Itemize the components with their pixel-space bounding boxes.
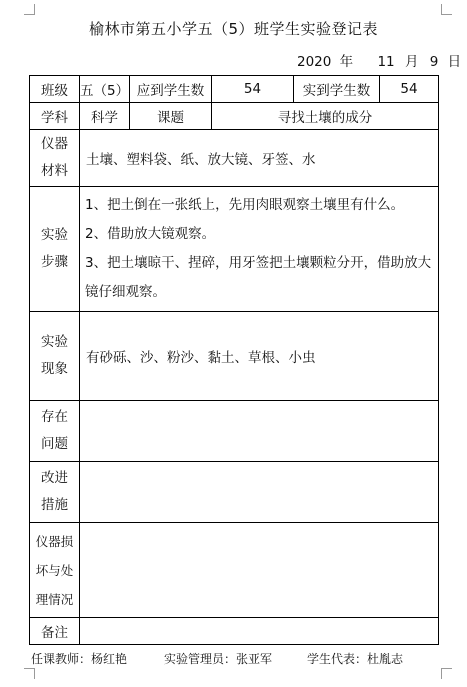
table-row bbox=[30, 76, 439, 103]
table-row bbox=[30, 523, 439, 618]
phenomena-value: 有砂砾、沙、粉沙、黏土、草根、小虫 bbox=[80, 312, 439, 401]
document-title: 榆林市第五小学五（5）班学生实验登记表 bbox=[88, 20, 379, 38]
phenomena-label bbox=[30, 312, 80, 401]
expected-students-value: 54 bbox=[212, 76, 294, 103]
date-month: 11 bbox=[377, 54, 395, 70]
step-item: 2、借助放大镜观察。 bbox=[85, 226, 216, 242]
registration-table bbox=[29, 75, 439, 645]
manager-signature: 实验管理员：张亚军 bbox=[164, 652, 273, 666]
table-row bbox=[30, 312, 439, 401]
steps-label-line: 实验 bbox=[41, 227, 68, 243]
phenomena-label-line: 现象 bbox=[41, 361, 68, 377]
step-item: 3、把土壤晾干、捏碎，用牙签把土壤颗粒分开，借助放大镜仔细观察。 bbox=[85, 255, 432, 300]
improvements-label bbox=[30, 462, 80, 523]
date-year: 2020 bbox=[297, 54, 332, 70]
table-row bbox=[30, 462, 439, 523]
steps-label bbox=[30, 187, 80, 312]
problems-label-line: 问题 bbox=[41, 436, 68, 452]
class-value: 五（5） bbox=[80, 76, 130, 103]
date-day-unit: 日 bbox=[447, 54, 462, 70]
steps-label-line: 步骤 bbox=[41, 254, 68, 270]
date-year-unit: 年 bbox=[339, 54, 354, 70]
actual-students-value: 54 bbox=[380, 76, 439, 103]
topic-value: 寻找土壤的成分 bbox=[212, 103, 439, 130]
instruments-label-line: 仪器 bbox=[41, 136, 68, 152]
step-item: 1、把土倒在一张纸上，先用肉眼观察土壤里有什么。 bbox=[85, 197, 405, 213]
damage-value bbox=[80, 523, 439, 618]
teacher-signature: 任课教师：杨红艳 bbox=[31, 652, 128, 666]
table-row bbox=[30, 187, 439, 312]
page-corner-mark bbox=[24, 668, 35, 679]
damage-label-line: 理情况 bbox=[35, 591, 74, 607]
damage-label-line: 坏与处 bbox=[35, 562, 74, 578]
page-corner-mark bbox=[441, 668, 452, 679]
record-date bbox=[297, 50, 461, 70]
problems-label bbox=[30, 401, 80, 462]
remarks-value bbox=[80, 618, 439, 645]
table-row bbox=[30, 401, 439, 462]
remarks-label: 备注 bbox=[30, 618, 80, 645]
problems-label-line: 存在 bbox=[41, 409, 68, 425]
improvements-label-line: 措施 bbox=[41, 497, 68, 513]
damage-label-line: 仪器损 bbox=[35, 533, 74, 549]
table-row bbox=[30, 618, 439, 645]
table-row bbox=[30, 130, 439, 187]
table-row bbox=[30, 103, 439, 130]
subject-label: 学科 bbox=[30, 103, 80, 130]
actual-students-label: 实到学生数 bbox=[294, 76, 380, 103]
instruments-label bbox=[30, 130, 80, 187]
phenomena-label-line: 实验 bbox=[41, 334, 68, 350]
page-corner-mark bbox=[441, 4, 452, 15]
student-rep-signature: 学生代表：杜胤志 bbox=[307, 652, 404, 666]
expected-students-label: 应到学生数 bbox=[130, 76, 212, 103]
subject-value: 科学 bbox=[80, 103, 130, 130]
problems-value bbox=[80, 401, 439, 462]
date-day: 9 bbox=[429, 54, 439, 70]
instruments-label-line: 材料 bbox=[41, 163, 68, 179]
steps-content bbox=[80, 187, 439, 312]
date-month-unit: 月 bbox=[404, 54, 419, 70]
improvements-value bbox=[80, 462, 439, 523]
class-label: 班级 bbox=[30, 76, 80, 103]
topic-label: 课题 bbox=[130, 103, 212, 130]
damage-label bbox=[30, 523, 80, 618]
instruments-value: 土壤、塑料袋、纸、放大镜、牙签、水 bbox=[80, 130, 439, 187]
improvements-label-line: 改进 bbox=[41, 470, 68, 486]
page-corner-mark bbox=[24, 4, 35, 15]
